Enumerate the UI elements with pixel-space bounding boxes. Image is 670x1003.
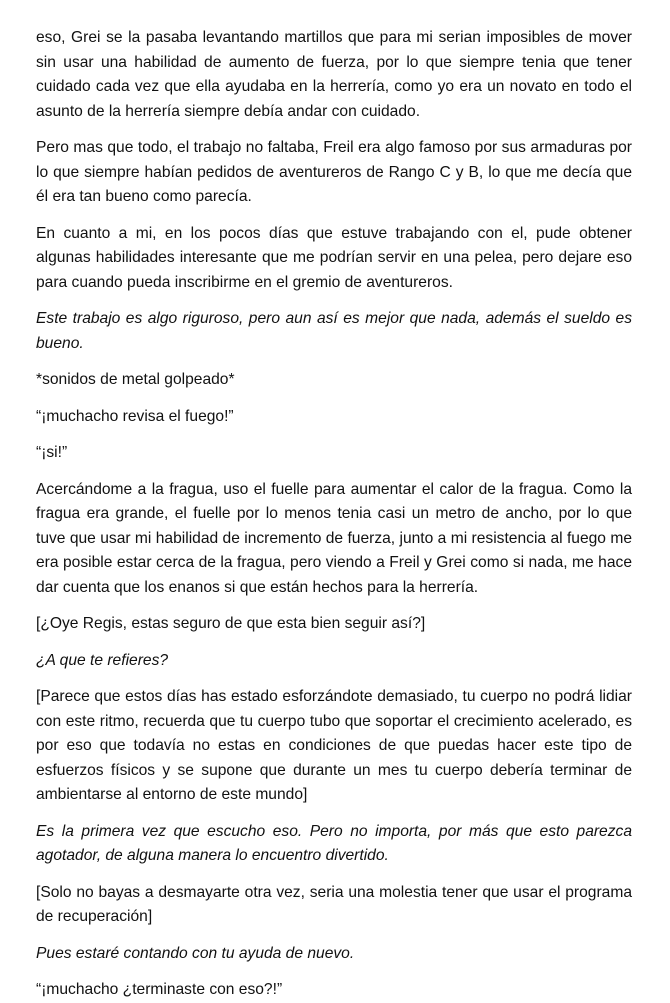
paragraph-italic-thought: Pues estaré contando con tu ayuda de nuevo. <box>36 944 355 962</box>
paragraph-italic-thought: Este trabajo es algo riguroso, pero aun así es mejor que nada, además el sueldo es bueno. <box>36 310 632 352</box>
paragraph: eso, Grei se la pasaba levantando martillos que para mi serian imposibles de mover sin usar una habilidad de aumento de fuerza, por lo que siempre tenia que tener cuidado cada vez que ella ayudaba en la herrería, como yo era un novato en todo el asunto de la herrería siempre debía andar con cuidado. <box>36 29 632 120</box>
paragraph-system-voice: [Solo no bayas a desmayarte otra vez, seria una molestia tener que usar el programa de recuperación] <box>36 883 632 925</box>
paragraph: En cuanto a mi, en los pocos días que estuve trabajando con el, pude obtener algunas habilidades interesante que me podrían servir en una pelea, pero dejare eso para cuando pueda inscribirme en el gremio de aventureros. <box>36 224 632 291</box>
paragraph-dialogue: “¡muchacho revisa el fuego!” <box>36 407 234 425</box>
paragraph-dialogue: “¡muchacho ¿terminaste con eso?!” <box>36 981 283 998</box>
paragraph: Acercándome a la fragua, uso el fuelle para aumentar el calor de la fragua. Como la fragua era grande, el fuelle por lo menos tenia casi un metro de ancho, por lo que tuve que usar mi habilidad de incremento de fuerza, junto a mi resistencia al fuego me era posible estar cerca de la fragua, pero viendo a Freil y Grei como si nada, me hace dar cuenta que los enanos si que están hechos para la herrería. <box>36 480 632 596</box>
paragraph-system-voice: [Parece que estos días has estado esforzándote demasiado, tu cuerpo no podrá lidiar con este ritmo, recuerda que tu cuerpo tubo que soportar el crecimiento acelerado, es por eso que todavía no estas en condiciones de que puedas hacer este tipo de esfuerzos físicos y se supone que durante un mes tu cuerpo debería terminar de ambientarse al entorno de este mundo] <box>36 688 632 803</box>
paragraph-dialogue: “¡si!” <box>36 444 68 461</box>
paragraph-italic-thought: ¿A que te refieres? <box>36 651 169 669</box>
paragraph-sound-effect: *sonidos de metal golpeado* <box>36 371 235 388</box>
paragraph-system-voice: [¿Oye Regis, estas seguro de que esta bien seguir así?] <box>36 615 426 632</box>
paragraph-italic-thought: Es la primera vez que escucho eso. Pero no importa, por más que esto parezca agotador, de alguna manera lo encuentro divertido. <box>36 822 632 864</box>
paragraph: Pero mas que todo, el trabajo no faltaba, Freil era algo famoso por sus armaduras por lo que siempre habían pedidos de aventureros de Rango C y B, lo que me decía que él era tan bueno como parecía. <box>36 139 632 205</box>
